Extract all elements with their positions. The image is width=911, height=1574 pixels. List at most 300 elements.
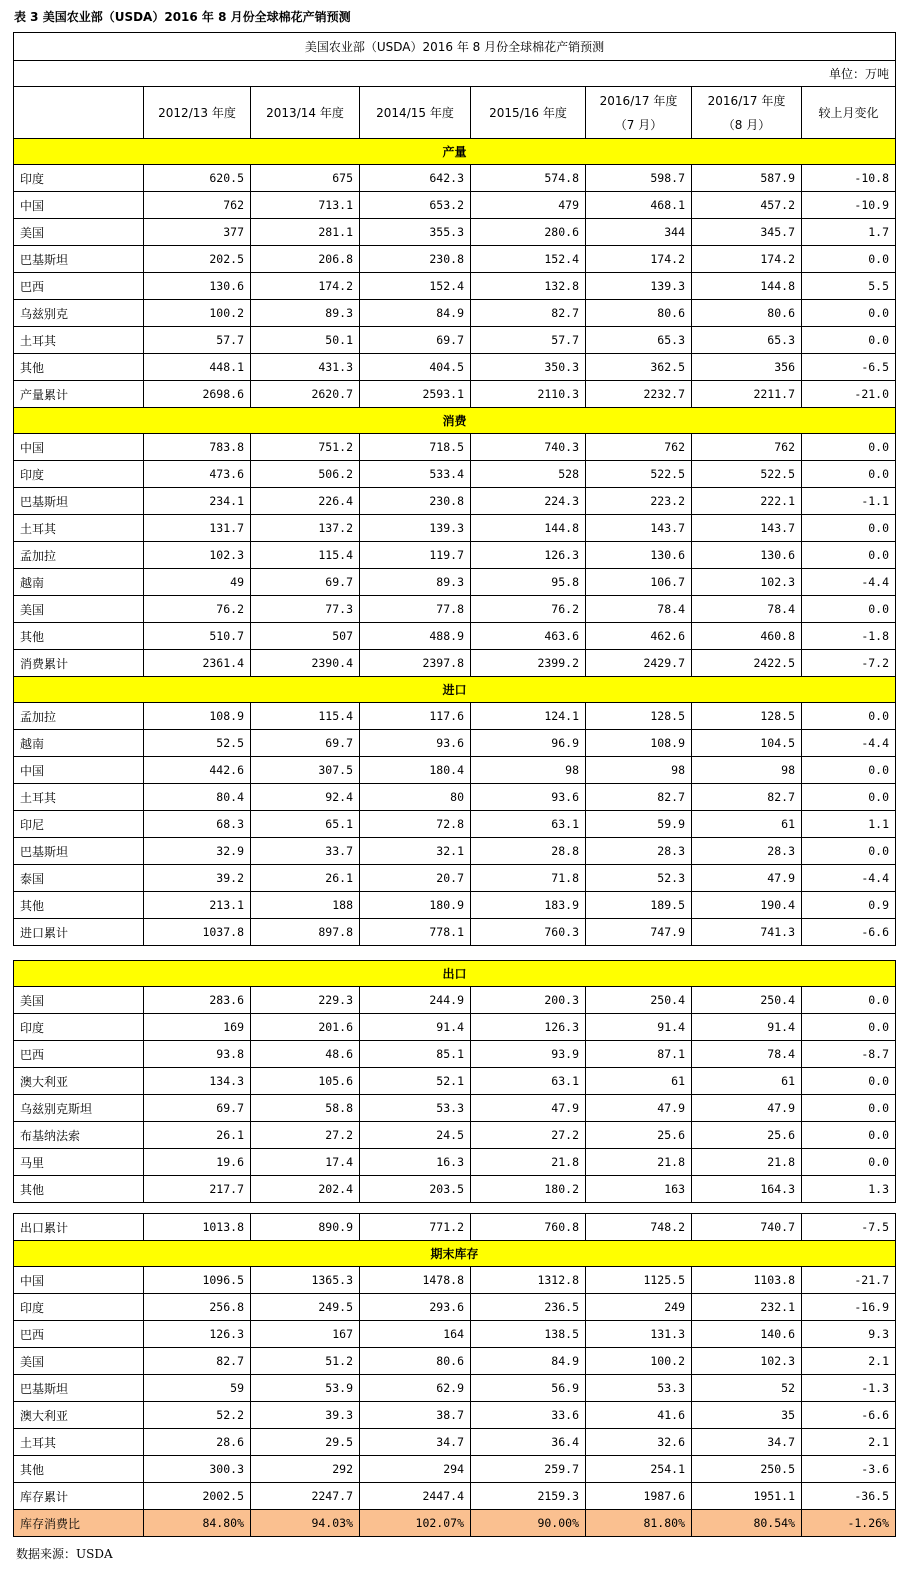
table-row	[14, 434, 896, 461]
table-row	[14, 1014, 896, 1041]
cell-value: 2.1	[802, 1429, 896, 1456]
section-title: 出口	[14, 961, 896, 987]
table-row	[14, 273, 896, 300]
cell-value: 140.6	[692, 1321, 802, 1348]
cell-value: 2110.3	[471, 381, 586, 408]
cell-value: 174.2	[692, 246, 802, 273]
cell-value: 117.6	[360, 703, 471, 730]
cell-value: 506.2	[251, 461, 360, 488]
cell-value: 741.3	[692, 919, 802, 946]
cell-value: 82.7	[586, 784, 692, 811]
cell-value: 350.3	[471, 354, 586, 381]
table-row	[14, 219, 896, 246]
row-label: 其他	[14, 892, 144, 919]
cell-value: 230.8	[360, 246, 471, 273]
cell-value: 345.7	[692, 219, 802, 246]
cell-value: 510.7	[144, 623, 251, 650]
cell-value: 32.6	[586, 1429, 692, 1456]
cell-value: 2390.4	[251, 650, 360, 677]
cell-value: 100.2	[144, 300, 251, 327]
row-label: 澳大利亚	[14, 1068, 144, 1095]
cell-value: 256.8	[144, 1294, 251, 1321]
cell-value: 52.3	[586, 865, 692, 892]
cell-value: 27.2	[471, 1122, 586, 1149]
cell-value: 344	[586, 219, 692, 246]
source-note: 数据来源：USDA	[16, 1547, 113, 1561]
cell-value: 675	[251, 165, 360, 192]
cell-value: 283.6	[144, 987, 251, 1014]
cell-value: 760.3	[471, 919, 586, 946]
cell-value: 51.2	[251, 1348, 360, 1375]
table-caption: 表 3 美国农业部（USDA）2016 年 8 月份全球棉花产销预测	[14, 10, 351, 24]
row-label: 中国	[14, 434, 144, 461]
cell-value: 0.9	[802, 892, 896, 919]
cell-value: 653.2	[360, 192, 471, 219]
cell-value: 126.3	[471, 1014, 586, 1041]
cell-value: 1987.6	[586, 1483, 692, 1510]
cell-value: 82.7	[144, 1348, 251, 1375]
ratio-row	[14, 1510, 896, 1537]
cell-value: 897.8	[251, 919, 360, 946]
cell-value: 29.5	[251, 1429, 360, 1456]
table-row	[14, 1041, 896, 1068]
cell-value: 80.6	[586, 300, 692, 327]
cell-value: 68.3	[144, 811, 251, 838]
cell-value: 718.5	[360, 434, 471, 461]
cell-value: 24.5	[360, 1122, 471, 1149]
cell-value: 78.4	[586, 596, 692, 623]
cell-value: 230.8	[360, 488, 471, 515]
cell-value: 62.9	[360, 1375, 471, 1402]
cell-value: 28.3	[692, 838, 802, 865]
row-label: 越南	[14, 569, 144, 596]
table-row	[14, 1149, 896, 1176]
cell-value: 65.3	[586, 327, 692, 354]
row-label: 土耳其	[14, 327, 144, 354]
table-row	[14, 757, 896, 784]
cell-value: 100.2	[586, 1348, 692, 1375]
cell-value: 0.0	[802, 1149, 896, 1176]
cell-value: 169	[144, 1014, 251, 1041]
cell-value: 137.2	[251, 515, 360, 542]
cell-value: 20.7	[360, 865, 471, 892]
cell-value: 69.7	[144, 1095, 251, 1122]
cell-value: 85.1	[360, 1041, 471, 1068]
cell-value: -10.9	[802, 192, 896, 219]
cell-value: 1125.5	[586, 1267, 692, 1294]
table-row	[14, 1375, 896, 1402]
header-2014: 2014/15 年度	[360, 87, 471, 139]
header-2013: 2013/14 年度	[251, 87, 360, 139]
table-row	[14, 811, 896, 838]
cell-value: 457.2	[692, 192, 802, 219]
cell-value: 71.8	[471, 865, 586, 892]
cell-value: 105.6	[251, 1068, 360, 1095]
cell-value: 2247.7	[251, 1483, 360, 1510]
row-label: 布基纳法索	[14, 1122, 144, 1149]
table-row	[14, 1267, 896, 1294]
table-row	[14, 381, 896, 408]
row-label: 乌兹别克斯坦	[14, 1095, 144, 1122]
row-label: 印度	[14, 1014, 144, 1041]
cell-value: 21.8	[471, 1149, 586, 1176]
row-label: 巴西	[14, 1041, 144, 1068]
cell-value: 0.0	[802, 1068, 896, 1095]
section-header	[14, 139, 896, 165]
cell-value: 128.5	[692, 703, 802, 730]
cell-value: 115.4	[251, 703, 360, 730]
section-title: 产量	[14, 139, 896, 165]
cell-value: 84.80%	[144, 1510, 251, 1537]
cell-value: 300.3	[144, 1456, 251, 1483]
cell-value: 598.7	[586, 165, 692, 192]
cell-value: 52.1	[360, 1068, 471, 1095]
cell-value: 102.3	[692, 1348, 802, 1375]
cell-value: 771.2	[360, 1214, 471, 1241]
cell-value: 35	[692, 1402, 802, 1429]
table-row	[14, 1429, 896, 1456]
cell-value: 47.9	[692, 865, 802, 892]
cell-value: 102.07%	[360, 1510, 471, 1537]
cell-value: 0.0	[802, 987, 896, 1014]
table-row	[14, 730, 896, 757]
cell-value: 200.3	[471, 987, 586, 1014]
cell-value: -6.5	[802, 354, 896, 381]
table-title: 美国农业部（USDA）2016 年 8 月份全球棉花产销预测	[14, 33, 896, 61]
cell-value: 1951.1	[692, 1483, 802, 1510]
cell-value: 1312.8	[471, 1267, 586, 1294]
cell-value: 189.5	[586, 892, 692, 919]
cell-value: 33.6	[471, 1402, 586, 1429]
cell-value: 2397.8	[360, 650, 471, 677]
cell-value: 144.8	[471, 515, 586, 542]
cell-value: 574.8	[471, 165, 586, 192]
cell-value: 2211.7	[692, 381, 802, 408]
row-label: 巴基斯坦	[14, 838, 144, 865]
cell-value: 76.2	[471, 596, 586, 623]
cell-value: 293.6	[360, 1294, 471, 1321]
row-label: 孟加拉	[14, 542, 144, 569]
cell-value: 69.7	[251, 569, 360, 596]
cell-value: 0.0	[802, 1014, 896, 1041]
row-label: 孟加拉	[14, 703, 144, 730]
cell-value: 164	[360, 1321, 471, 1348]
cell-value: 84.9	[471, 1348, 586, 1375]
row-label: 库存累计	[14, 1483, 144, 1510]
cell-value: -7.2	[802, 650, 896, 677]
cell-value: 479	[471, 192, 586, 219]
cell-value: 362.5	[586, 354, 692, 381]
cell-value: 57.7	[144, 327, 251, 354]
cell-value: 126.3	[471, 542, 586, 569]
cell-value: 39.3	[251, 1402, 360, 1429]
cell-value: 93.6	[360, 730, 471, 757]
cell-value: 226.4	[251, 488, 360, 515]
row-label: 美国	[14, 987, 144, 1014]
section-title: 期末库存	[14, 1241, 896, 1267]
cotton-table-main	[13, 32, 896, 946]
cell-value: 132.8	[471, 273, 586, 300]
cell-value: 587.9	[692, 165, 802, 192]
table-row	[14, 919, 896, 946]
cell-value: 890.9	[251, 1214, 360, 1241]
cell-value: 164.3	[692, 1176, 802, 1203]
cell-value: -6.6	[802, 919, 896, 946]
cell-value: 19.6	[144, 1149, 251, 1176]
cell-value: 747.9	[586, 919, 692, 946]
cell-value: 134.3	[144, 1068, 251, 1095]
cell-value: 65.1	[251, 811, 360, 838]
cell-value: 280.6	[471, 219, 586, 246]
cotton-table-stock	[13, 1213, 896, 1537]
cell-value: 131.7	[144, 515, 251, 542]
cell-value: 377	[144, 219, 251, 246]
row-label: 巴西	[14, 1321, 144, 1348]
cell-value: 143.7	[692, 515, 802, 542]
row-label: 印度	[14, 1294, 144, 1321]
row-label: 中国	[14, 1267, 144, 1294]
table-row	[14, 703, 896, 730]
cell-value: 32.9	[144, 838, 251, 865]
cell-value: -4.4	[802, 569, 896, 596]
cell-value: 26.1	[251, 865, 360, 892]
cell-value: 119.7	[360, 542, 471, 569]
cell-value: 91.4	[586, 1014, 692, 1041]
table-row	[14, 1402, 896, 1429]
cell-value: 762	[692, 434, 802, 461]
cell-value: 28.8	[471, 838, 586, 865]
cell-value: 249	[586, 1294, 692, 1321]
header-2012: 2012/13 年度	[144, 87, 251, 139]
table-row	[14, 1176, 896, 1203]
table-row	[14, 865, 896, 892]
cell-value: 152.4	[360, 273, 471, 300]
cell-value: 78.4	[692, 596, 802, 623]
cell-value: 152.4	[471, 246, 586, 273]
table-row	[14, 165, 896, 192]
cell-value: 1365.3	[251, 1267, 360, 1294]
row-label: 泰国	[14, 865, 144, 892]
table-row	[14, 892, 896, 919]
table-row	[14, 838, 896, 865]
cell-value: 47.9	[586, 1095, 692, 1122]
table-row	[14, 1095, 896, 1122]
cell-value: 778.1	[360, 919, 471, 946]
cell-value: 442.6	[144, 757, 251, 784]
cell-value: 78.4	[692, 1041, 802, 1068]
cell-value: 2593.1	[360, 381, 471, 408]
cell-value: 59.9	[586, 811, 692, 838]
cell-value: 2422.5	[692, 650, 802, 677]
cell-value: 1478.8	[360, 1267, 471, 1294]
cell-value: 94.03%	[251, 1510, 360, 1537]
cell-value: 0.0	[802, 434, 896, 461]
table-row	[14, 461, 896, 488]
cell-value: 2.1	[802, 1348, 896, 1375]
cell-value: -21.0	[802, 381, 896, 408]
cell-value: 448.1	[144, 354, 251, 381]
cell-value: 234.1	[144, 488, 251, 515]
row-label: 美国	[14, 1348, 144, 1375]
table-row	[14, 987, 896, 1014]
cell-value: 91.4	[360, 1014, 471, 1041]
cell-value: 59	[144, 1375, 251, 1402]
cell-value: 528	[471, 461, 586, 488]
cell-value: 80.6	[692, 300, 802, 327]
section-title: 消费	[14, 408, 896, 434]
table-row	[14, 354, 896, 381]
cell-value: 460.8	[692, 623, 802, 650]
cell-value: -1.3	[802, 1375, 896, 1402]
cell-value: 108.9	[144, 703, 251, 730]
cell-value: 58.8	[251, 1095, 360, 1122]
cell-value: 1.7	[802, 219, 896, 246]
cell-value: 2232.7	[586, 381, 692, 408]
cell-value: 355.3	[360, 219, 471, 246]
cell-value: 17.4	[251, 1149, 360, 1176]
header-2016-jul: 2016/17 年度（7 月）	[586, 87, 692, 139]
cell-value: 34.7	[692, 1429, 802, 1456]
cell-value: 69.7	[251, 730, 360, 757]
cell-value: 167	[251, 1321, 360, 1348]
cell-value: 232.1	[692, 1294, 802, 1321]
cell-value: 39.2	[144, 865, 251, 892]
cotton-table-export	[13, 960, 896, 1203]
cell-value: 762	[586, 434, 692, 461]
cell-value: -3.6	[802, 1456, 896, 1483]
cell-value: -1.8	[802, 623, 896, 650]
cell-value: 139.3	[360, 515, 471, 542]
table-row	[14, 542, 896, 569]
cell-value: 183.9	[471, 892, 586, 919]
row-label: 中国	[14, 192, 144, 219]
row-label: 美国	[14, 219, 144, 246]
table-row	[14, 650, 896, 677]
cell-value: 2429.7	[586, 650, 692, 677]
cell-value: 16.3	[360, 1149, 471, 1176]
cell-value: 463.6	[471, 623, 586, 650]
cell-value: 2620.7	[251, 381, 360, 408]
cell-value: 76.2	[144, 596, 251, 623]
cell-value: 174.2	[586, 246, 692, 273]
cell-value: 522.5	[692, 461, 802, 488]
cell-value: 143.7	[586, 515, 692, 542]
cell-value: 620.5	[144, 165, 251, 192]
header-change: 较上月变化	[802, 87, 896, 139]
row-label: 其他	[14, 1456, 144, 1483]
cell-value: 0.0	[802, 327, 896, 354]
cell-value: 81.80%	[586, 1510, 692, 1537]
cell-value: 292	[251, 1456, 360, 1483]
cell-value: 1096.5	[144, 1267, 251, 1294]
table-row	[14, 1321, 896, 1348]
row-label: 产量累计	[14, 381, 144, 408]
cell-value: -6.6	[802, 1402, 896, 1429]
cell-value: 1037.8	[144, 919, 251, 946]
cell-value: 202.4	[251, 1176, 360, 1203]
cell-value: 488.9	[360, 623, 471, 650]
row-label: 其他	[14, 354, 144, 381]
cell-value: 77.8	[360, 596, 471, 623]
header-2015: 2015/16 年度	[471, 87, 586, 139]
row-label: 土耳其	[14, 515, 144, 542]
cell-value: 203.5	[360, 1176, 471, 1203]
cell-value: 0.0	[802, 757, 896, 784]
cell-value: -1.1	[802, 488, 896, 515]
cell-value: 2002.5	[144, 1483, 251, 1510]
cell-value: 0.0	[802, 461, 896, 488]
cell-value: 0.0	[802, 542, 896, 569]
cell-value: 188	[251, 892, 360, 919]
cell-value: 25.6	[586, 1122, 692, 1149]
cell-value: 52.2	[144, 1402, 251, 1429]
cell-value: 57.7	[471, 327, 586, 354]
cell-value: 751.2	[251, 434, 360, 461]
cell-value: -1.26%	[802, 1510, 896, 1537]
cell-value: 80	[360, 784, 471, 811]
header-blank	[14, 87, 144, 139]
cell-value: 106.7	[586, 569, 692, 596]
cell-value: 404.5	[360, 354, 471, 381]
cell-value: 56.9	[471, 1375, 586, 1402]
row-label: 美国	[14, 596, 144, 623]
row-label: 马里	[14, 1149, 144, 1176]
cell-value: 98	[586, 757, 692, 784]
table-row	[14, 327, 896, 354]
cell-value: 2159.3	[471, 1483, 586, 1510]
cell-value: 760.8	[471, 1214, 586, 1241]
cell-value: 128.5	[586, 703, 692, 730]
cell-value: 2447.4	[360, 1483, 471, 1510]
cell-value: -16.9	[802, 1294, 896, 1321]
cell-value: 80.54%	[692, 1510, 802, 1537]
cell-value: 21.8	[586, 1149, 692, 1176]
cell-value: 48.6	[251, 1041, 360, 1068]
cell-value: 1.1	[802, 811, 896, 838]
cell-value: -7.5	[802, 1214, 896, 1241]
row-label: 越南	[14, 730, 144, 757]
table-row	[14, 1348, 896, 1375]
cell-value: 87.1	[586, 1041, 692, 1068]
cell-value: 468.1	[586, 192, 692, 219]
row-label: 土耳其	[14, 1429, 144, 1456]
table-row	[14, 1456, 896, 1483]
cell-value: 1.3	[802, 1176, 896, 1203]
cell-value: 0.0	[802, 784, 896, 811]
cell-value: -8.7	[802, 1041, 896, 1068]
cell-value: 138.5	[471, 1321, 586, 1348]
cell-value: 5.5	[802, 273, 896, 300]
cell-value: 98	[471, 757, 586, 784]
cell-value: 126.3	[144, 1321, 251, 1348]
cell-value: 25.6	[692, 1122, 802, 1149]
cell-value: 102.3	[692, 569, 802, 596]
table-row	[14, 784, 896, 811]
cell-value: 61	[692, 811, 802, 838]
cell-value: 180.4	[360, 757, 471, 784]
cell-value: 41.6	[586, 1402, 692, 1429]
row-label: 其他	[14, 1176, 144, 1203]
cell-value: 213.1	[144, 892, 251, 919]
row-label: 其他	[14, 623, 144, 650]
row-label: 巴西	[14, 273, 144, 300]
cell-value: 144.8	[692, 273, 802, 300]
cell-value: 96.9	[471, 730, 586, 757]
cell-value: -36.5	[802, 1483, 896, 1510]
cell-value: 0.0	[802, 300, 896, 327]
cell-value: 63.1	[471, 1068, 586, 1095]
cell-value: 90.00%	[471, 1510, 586, 1537]
